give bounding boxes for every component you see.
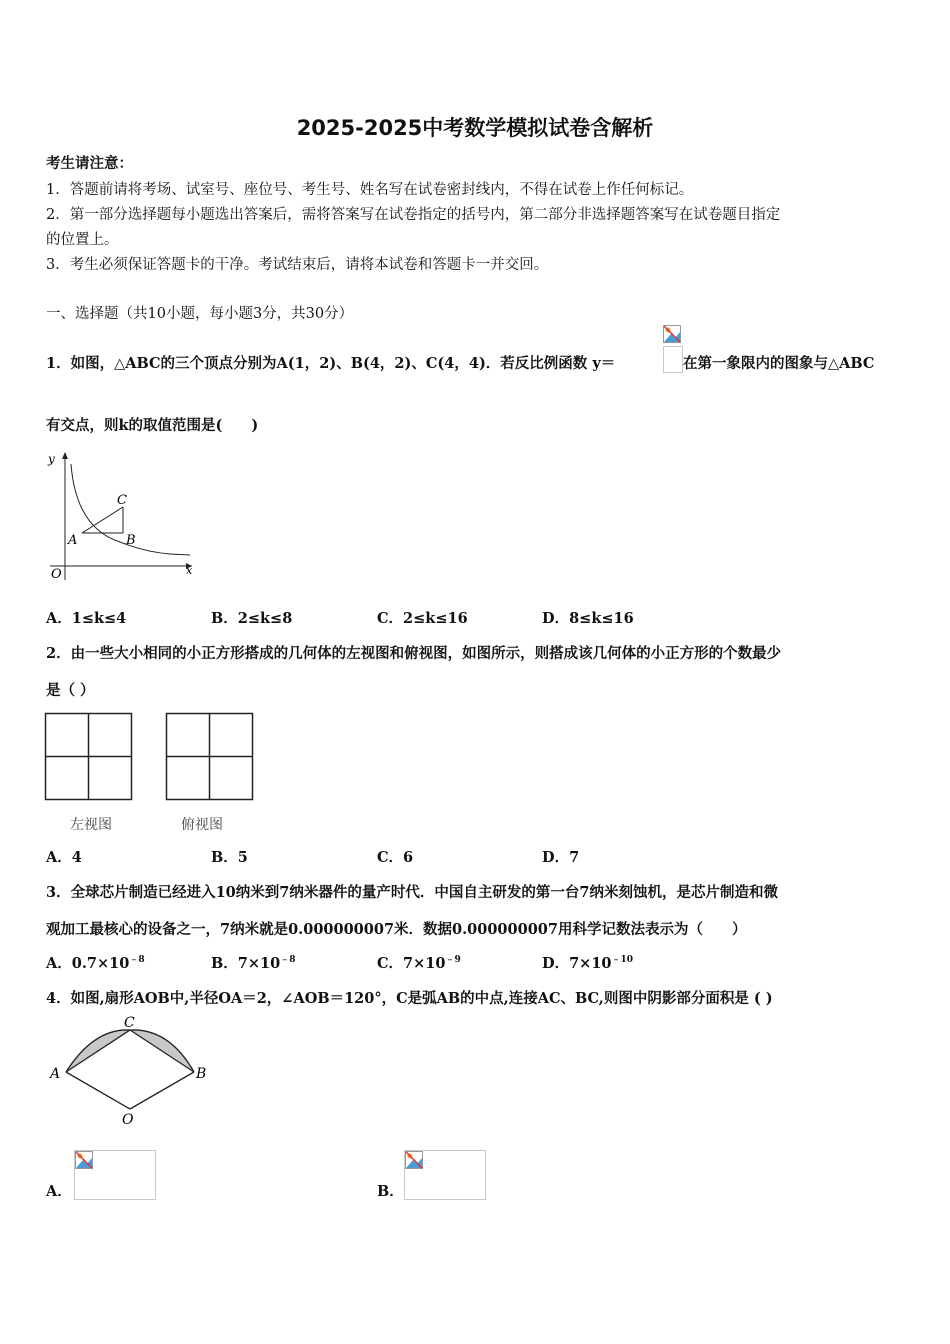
axis-x-label: x	[186, 564, 193, 577]
broken-image-icon	[405, 1151, 423, 1169]
notice-item: 3．考生必须保证答题卡的干净。考试结束后，请将本试卷和答题卡一并交回。	[46, 257, 549, 273]
q2-option-c[interactable]: C．6	[377, 849, 414, 866]
point-c-label: C	[117, 493, 127, 508]
q4-text-line1: 4．如图,扇形AOB中,半径OA＝2，∠AOB＝120°，C是弧AB的中点,连接AC、BC,则图中阴影部分面积是 ( )	[46, 990, 773, 1007]
q4-option-a[interactable]: A．	[46, 1183, 72, 1200]
q3-text-line1: 3．全球芯片制造已经进入10纳米到7纳米器件的量产时代．中国自主研发的第一台7纳米刻蚀机，是芯片制造和微	[46, 884, 778, 901]
q2-text-line2: 是（ ）	[46, 682, 95, 699]
notice-item: 2．第一部分选择题每小题选出答案后，需将答案写在试卷指定的括号内，第二部分非选择题答案写在试卷题目指定	[46, 207, 781, 223]
axis-y-label: y	[48, 452, 55, 466]
broken-image-icon	[663, 325, 681, 343]
q1-option-b[interactable]: B．2≤k≤8	[211, 610, 293, 627]
q1-text-part2: 在第一象限内的图象与△ABC	[683, 355, 875, 372]
left-view-caption: 左视图	[70, 817, 112, 833]
origin-label: O	[51, 567, 62, 582]
q2-text-line1: 2．由一些大小相同的小正方形搭成的几何体的左视图和俯视图，如图所示，则搭成该几何体的小正方形的个数最少	[46, 645, 782, 662]
q1-text-part1: 1．如图，△ABC的三个顶点分别为A(1，2)、B(4，2)、C(4，4)．若反比例函数 y＝	[46, 355, 616, 372]
top-view-caption: 俯视图	[181, 817, 223, 833]
q3-option-b[interactable]: B．$7\times 10^{﹣8}$	[211, 955, 296, 972]
q4-sector-figure	[44, 1014, 214, 1128]
point-a-label: A	[68, 533, 78, 548]
q1-option-a[interactable]: A．1≤k≤4	[46, 610, 127, 627]
q4-option-b[interactable]: B．	[377, 1183, 404, 1200]
broken-image-icon	[75, 1151, 93, 1169]
q2-option-a[interactable]: A．4	[46, 849, 82, 866]
page-title: 2025-2025中考数学模拟试卷含解析	[296, 116, 654, 140]
q3-option-c[interactable]: C．$7\times 10^{﹣9}$	[377, 955, 461, 972]
point-a-label: A	[50, 1066, 61, 1082]
q1-option-c[interactable]: C．2≤k≤16	[377, 610, 468, 627]
point-b-label: B	[196, 1066, 207, 1082]
q1-option-d[interactable]: D．8≤k≤16	[542, 610, 634, 627]
q2-option-d[interactable]: D．7	[542, 849, 580, 866]
q3-text-line2: 观加工最核心的设备之一，7纳米就是0.000000007米．数据0.000000007用科学记数法表示为（ ）	[46, 921, 747, 938]
point-o-label: O	[122, 1112, 134, 1128]
point-c-label: C	[124, 1015, 135, 1031]
top-view-grid	[165, 712, 255, 802]
q3-option-a[interactable]: A．$0.7\times 10^{﹣8}$	[46, 955, 145, 972]
q1-figure	[40, 448, 200, 586]
point-b-label: B	[126, 533, 136, 548]
q1-text-line2: 有交点，则k的取值范围是( )	[46, 417, 259, 434]
notice-item: 的位置上。	[46, 232, 119, 248]
q3-option-d[interactable]: D．$7\times 10^{﹣10}$	[542, 955, 634, 972]
left-view-grid	[44, 712, 134, 802]
notice-heading: 考生请注意：	[46, 155, 133, 172]
notice-item: 1．答题前请将考场、试室号、座位号、考生号、姓名写在试卷密封线内，不得在试卷上作任何标记。	[46, 182, 694, 198]
broken-formula-image	[663, 346, 683, 373]
q2-option-b[interactable]: B．5	[211, 849, 248, 866]
section-heading: 一、选择题（共10小题，每小题3分，共30分）	[46, 306, 354, 322]
